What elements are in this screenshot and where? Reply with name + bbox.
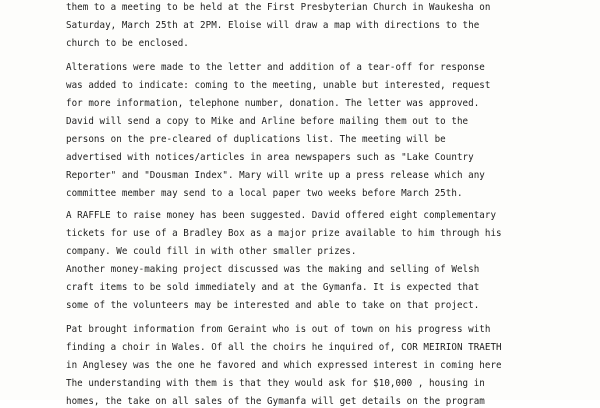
- text-line: in Anglesey was the one he favored and which expressed interest in coming here: [66, 360, 502, 371]
- text-line: The understanding with them is that they would ask for $10,000 , housing in: [66, 378, 485, 389]
- text-line: some of the volunteers may be interested and able to take on that project.: [66, 300, 480, 311]
- text-line: tickets for use of a Bradley Box as a major prize available to him through his: [66, 228, 502, 239]
- text-line: Reporter" and "Dousman Index". Mary will write up a press release which any: [66, 170, 485, 181]
- text-line: Another money-making project discussed was the making and selling of Welsh: [66, 264, 480, 275]
- text-line: Saturday, March 25th at 2PM. Eloise will draw a map with directions to the: [66, 20, 480, 31]
- text-line: was added to indicate: coming to the meeting, unable but interested, request: [66, 80, 491, 91]
- text-line: church to be enclosed.: [66, 38, 189, 49]
- text-line: Pat brought information from Geraint who is out of town on his progress with: [66, 324, 491, 335]
- text-line: persons on the pre-cleared of duplications list. The meeting will be: [66, 134, 446, 145]
- text-line: for more information, telephone number, donation. The letter was approved.: [66, 98, 480, 109]
- text-line: committee member may send to a local paper two weeks before March 25th.: [66, 188, 463, 199]
- text-line: finding a choir in Wales. Of all the choirs he inquired of, COR MEIRION TRAETH: [66, 342, 502, 353]
- text-line: homes, the take on all sales of the Gymanfa will get details on the program: [66, 396, 485, 407]
- text-line: company. We could fill in with other smaller prizes.: [66, 246, 357, 257]
- text-line: advertised with notices/articles in area newspapers such as "Lake Country: [66, 152, 474, 163]
- text-line: them to a meeting to be held at the First Presbyterian Church in Waukesha on: [66, 2, 491, 13]
- text-line: Alterations were made to the letter and addition of a tear-off for response: [66, 62, 485, 73]
- text-line: craft items to be sold immediately and at the Gymanfa. It is expected that: [66, 282, 480, 293]
- text-line: David will send a copy to Mike and Arline before mailing them out to the: [66, 116, 469, 127]
- text-line: A RAFFLE to raise money has been suggested. David offered eight complementary: [66, 210, 497, 221]
